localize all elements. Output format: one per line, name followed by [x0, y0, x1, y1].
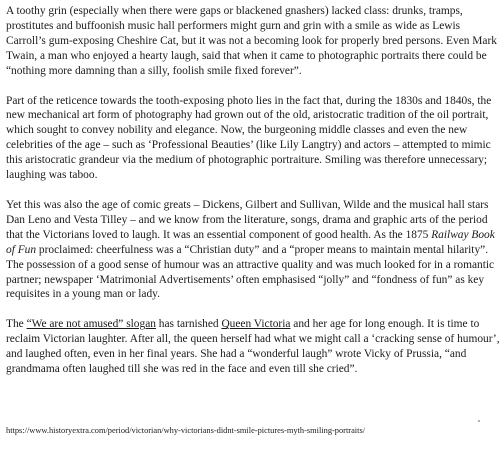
paragraph-4-text-c: and her age for long enough. It is time to reclaim Victorian laughter. After all, the queen herself had what we might call a ‘cracking sense of humour’, and laughed often, even in her final years. She had a “wonderful laugh” wrote Vicky of Prussia, “and grandmama often laughed till she was red in the face and even till she cried”. — [6, 318, 500, 376]
source-url[interactable]: https://www.historyextra.com/period/victorian/why-victorians-didnt-smile-pictures-myth-smiling-portraits/ — [6, 426, 366, 435]
paragraph-4-text-b: has tarnished — [155, 318, 222, 331]
paragraph-2: Part of the reticence towards the tooth-exposing photo lies in the fact that, during the 1830s and 1840s, the new mechanical art form of photography had grown out of the old, aristocratic tradition of the oil portrait, which sought to convey nobility and elegance. Now, the burgeoning middle classes and even the new celebrities of the age – such as ‘Professional Beauties’ (like Lily Langtry) and actors – attempted to mimic this aristocratic grandeur via the medium of photographic portraiture. Smiling was therefore unnecessary; laughing was taboo. — [6, 94, 492, 182]
queen-victoria-link[interactable]: Queen Victoria — [221, 318, 291, 331]
paragraph-3-text-b: proclaimed: cheerfulness was a “Christian duty” and a “proper means to maintain mental hilarity”. The possession of a good sense of humour was an attractive quality and was much looked for in a romantic partner; newspaper ‘Matrimonial Advertisements’ often emphasised “jolly” and “fondness of fun” as key requisites in a young man or lady. — [6, 243, 495, 301]
page-marker-dot — [478, 420, 480, 422]
paragraph-4-text-a: The — [6, 318, 27, 331]
article-body — [6, 4, 500, 392]
book-title-italic: Railway Book of Fun — [6, 228, 495, 256]
paragraph-4 — [6, 317, 500, 377]
we-are-not-amused-link[interactable]: “We are not amused” slogan — [26, 318, 156, 331]
paragraph-3 — [6, 198, 500, 302]
paragraph-3-text-a: Yet this was also the age of comic greats – Dickens, Gilbert and Sullivan, Wilde and the musical hall stars Dan Leno and Vesta Tilley – and we know from the literature, songs, drama and graphic arts of the period that the Victorians loved to laugh. It was an essential component of good health. As the 1875 — [6, 198, 489, 241]
paragraph-1: A toothy grin (especially when there were gaps or blackened gnashers) lacked class: drunks, tramps, prostitutes and buffoonish music hall performers might gurn and grin with a smile as wide as Lewis Carroll’s gum-exposing Cheshire Cat, but it was not a becoming look for properly bred persons. Even Mark Twain, a man who enjoyed a hearty laugh, said that when it came to photographic portraits there could be “nothing more damning than a silly, foolish smile fixed forever”. — [6, 5, 497, 77]
